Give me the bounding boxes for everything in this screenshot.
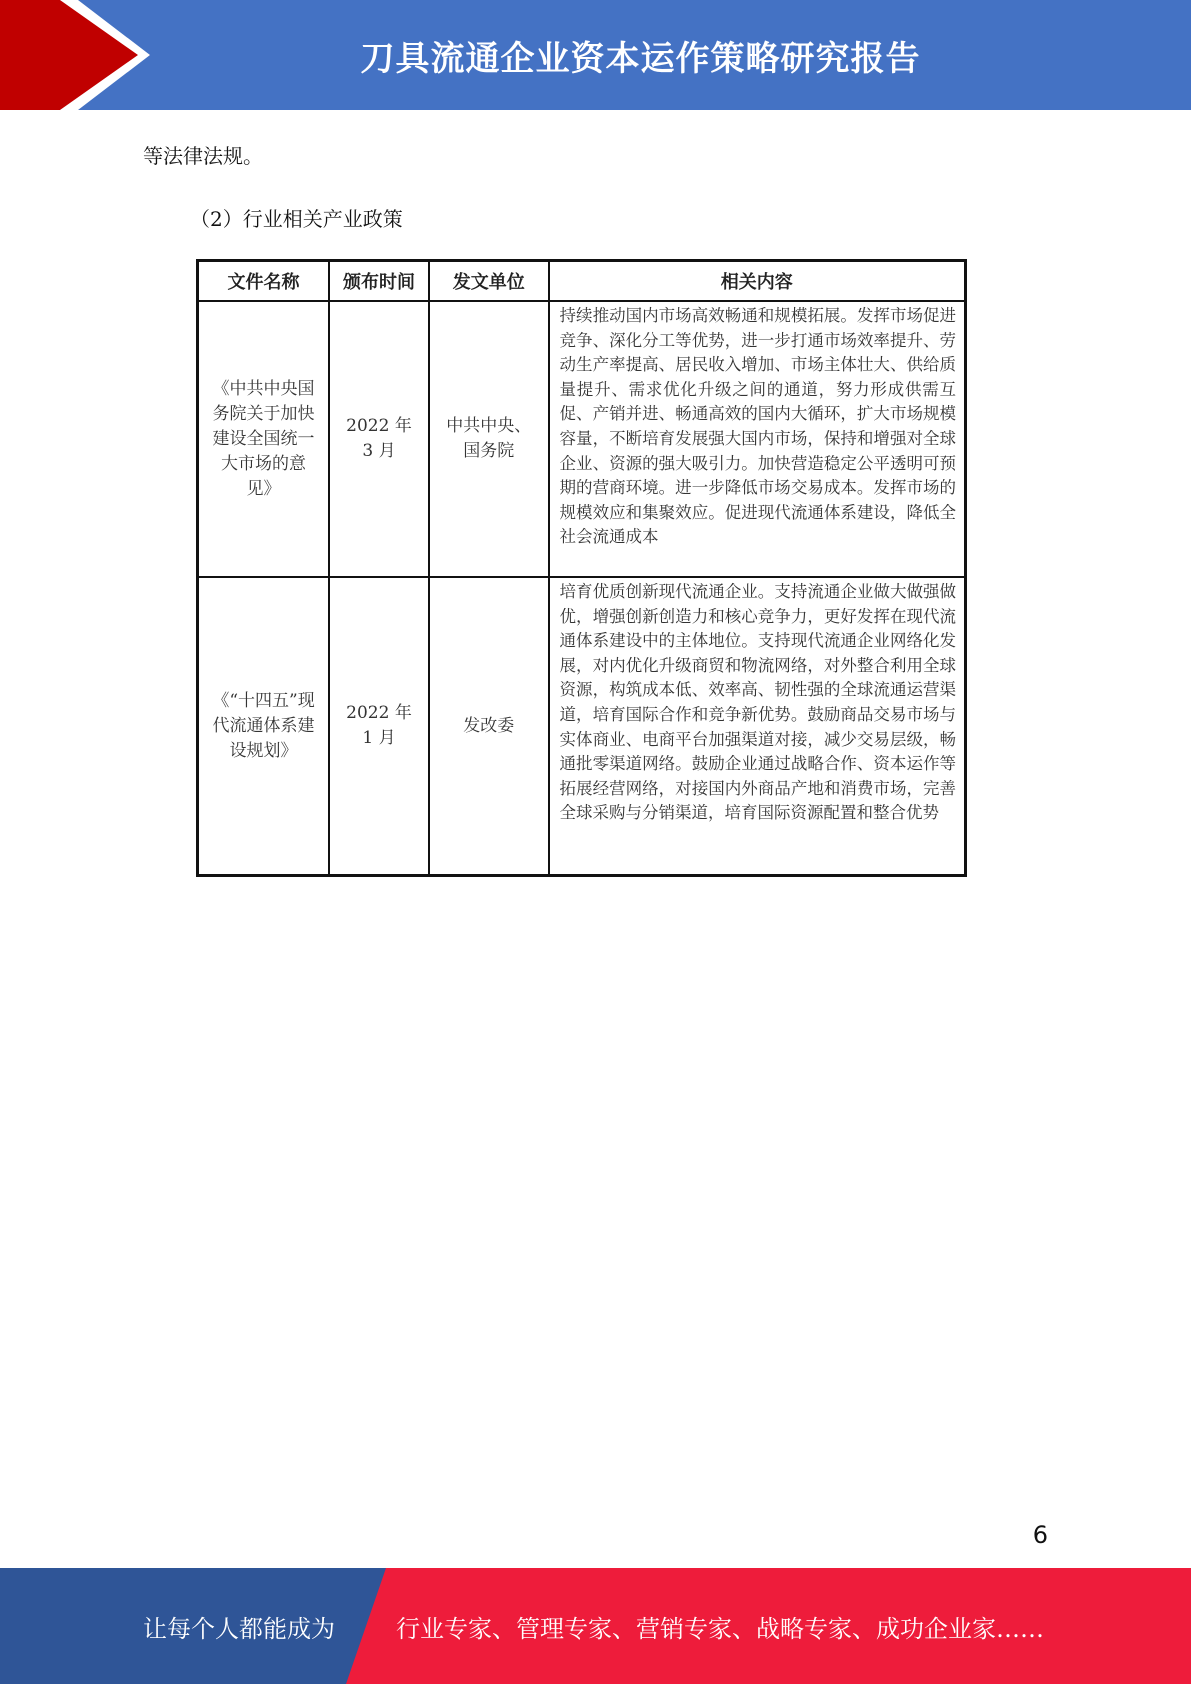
issue-date-cell: 2022 年 1 月 [329,577,429,876]
paragraph-text: 等法律法规。 [143,144,263,168]
table-row [198,577,966,876]
issuer-cell: 中共中央、国务院 [429,301,549,577]
content-cell: 培育优质创新现代流通企业。支持流通企业做大做强做优，增强创新创造力和核心竞争力，更好发挥在现代流通体系建设中的主体地位。支持现代流通企业网络化发展，对内优化升级商贸和物流网络，对外整合利用全球资源，构筑成本低、效率高、韧性强的全球流通运营渠道，培育国际合作和竞争新优势。鼓励商品交易市场与实体商业、电商平台加强渠道对接，减少交易层级，畅通批零渠道网络。鼓励企业通过战略合作、资本运作等拓展经营网络，对接国内外商品产地和消费市场，完善全球采购与分销渠道，培育国际资源配置和整合优势 [549,577,966,876]
column-header: 文件名称 [198,261,330,302]
footer-band [0,1568,1191,1684]
footer-slogan-right: 行业专家、管理专家、营销专家、战略专家、成功企业家…… [396,1614,1044,1643]
section-heading: （2）行业相关产业政策 [190,207,403,231]
document-name-cell: 《“十四五”现代流通体系建设规划》 [198,577,330,876]
table-header-row [198,261,966,302]
footer-slogan-left: 让每个人都能成为 [143,1614,335,1643]
policy-table [196,259,967,877]
column-header: 颁布时间 [329,261,429,302]
header-chevron-icon [0,0,160,110]
issue-date-cell: 2022 年 3 月 [329,301,429,577]
table-row [198,301,966,577]
issuer-cell: 发改委 [429,577,549,876]
column-header: 相关内容 [549,261,966,302]
document-name-cell: 《中共中央国务院关于加快建设全国统一大市场的意见》 [198,301,330,577]
content-cell: 持续推动国内市场高效畅通和规模拓展。发挥市场促进竞争、深化分工等优势，进一步打通市场效率提升、劳动生产率提高、居民收入增加、市场主体壮大、供给质量提升、需求优化升级之间的通道，努力形成供需互促、产销并进、畅通高效的国内大循环，扩大市场规模容量，不断培育发展强大国内市场，保持和增强对全球企业、资源的强大吸引力。加快营造稳定公平透明可预期的营商环境。进一步降低市场交易成本。发挥市场的规模效应和集聚效应。促进现代流通体系建设，降低全社会流通成本 [549,301,966,577]
header-band [0,0,1191,110]
page-number: 6 [1032,1521,1048,1549]
report-title: 刀具流通企业资本运作策略研究报告 [360,38,921,79]
column-header: 发文单位 [429,261,549,302]
